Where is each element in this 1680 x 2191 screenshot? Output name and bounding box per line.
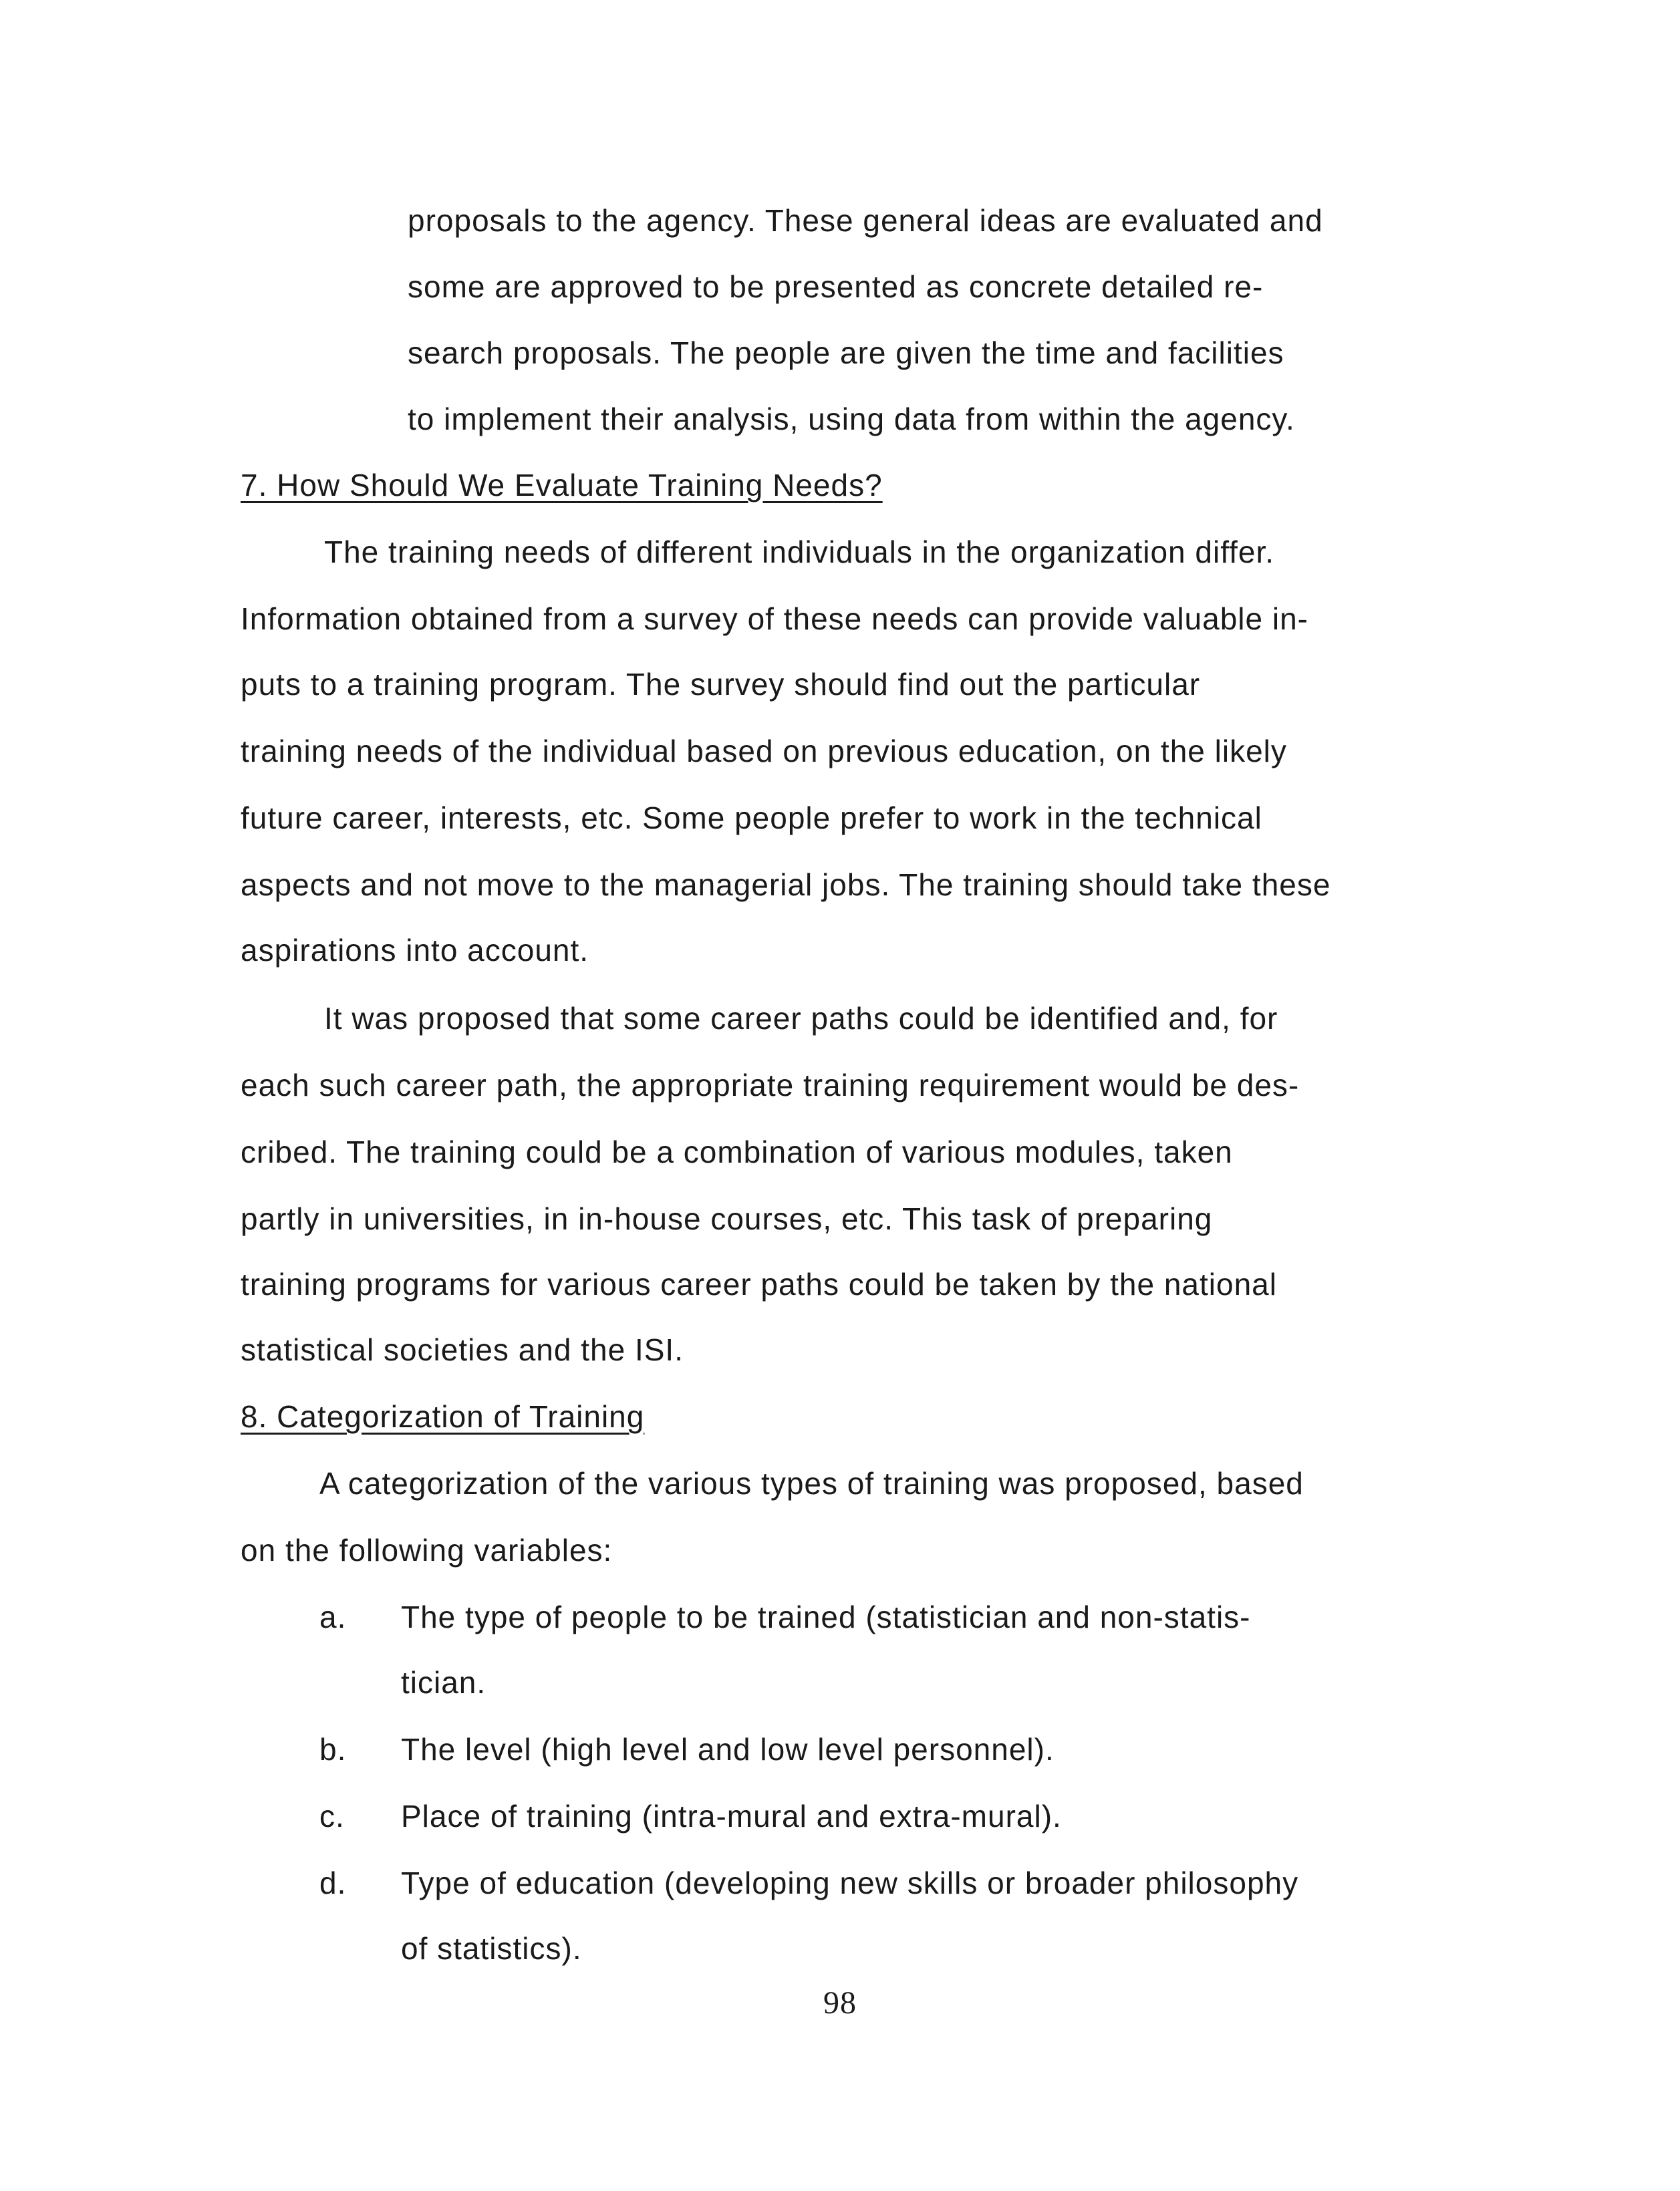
text-line: A categorization of the various types of training was proposed, based — [319, 1466, 1304, 1501]
text-line: Type of education (developing new skills or broader philosophy — [401, 1866, 1299, 1900]
text-line: statistical societies and the ISI. — [241, 1332, 684, 1367]
text-line: tician. — [401, 1665, 486, 1700]
text-line: Information obtained from a survey of these needs can provide valuable in- — [241, 601, 1308, 636]
text-line: of statistics). — [401, 1931, 582, 1966]
text-line: It was proposed that some career paths could be identified and, for — [324, 1001, 1278, 1036]
text-line: Place of training (intra-mural and extra-mural). — [401, 1799, 1062, 1834]
page-number: 98 — [823, 1985, 857, 2021]
list-marker: c. — [319, 1799, 345, 1834]
text-line: The type of people to be trained (statistician and non-statis- — [401, 1600, 1251, 1634]
list-marker: d. — [319, 1866, 347, 1900]
list-marker: b. — [319, 1732, 347, 1767]
text-line: each such career path, the appropriate training requirement would be des- — [241, 1068, 1300, 1103]
text-line: puts to a training program. The survey should find out the particular — [241, 667, 1201, 702]
text-line: future career, interests, etc. Some people prefer to work in the technical — [241, 800, 1262, 835]
text-line: on the following variables: — [241, 1533, 613, 1568]
text-line: search proposals. The people are given the time and facilities — [408, 335, 1284, 370]
text-line: The training needs of different individuals in the organization differ. — [324, 535, 1275, 569]
list-marker: a. — [319, 1600, 347, 1634]
text-line: cribed. The training could be a combination of various modules, taken — [241, 1135, 1233, 1169]
text-line: proposals to the agency. These general ideas are evaluated and — [408, 203, 1323, 238]
section-heading: 8. Categorization of Training — [241, 1399, 645, 1434]
text-line: to implement their analysis, using data from within the agency. — [408, 402, 1295, 436]
text-line: training needs of the individual based on previous education, on the likely — [241, 734, 1287, 768]
text-line: training programs for various career paths could be taken by the national — [241, 1267, 1277, 1302]
text-line: some are approved to be presented as concrete detailed re- — [408, 269, 1264, 304]
text-line: The level (high level and low level personnel). — [401, 1732, 1055, 1767]
text-line: partly in universities, in in-house courses, etc. This task of preparing — [241, 1201, 1213, 1236]
section-heading: 7. How Should We Evaluate Training Needs? — [241, 468, 883, 502]
text-line: aspirations into account. — [241, 933, 589, 968]
text-line: aspects and not move to the managerial jobs. The training should take these — [241, 867, 1331, 902]
